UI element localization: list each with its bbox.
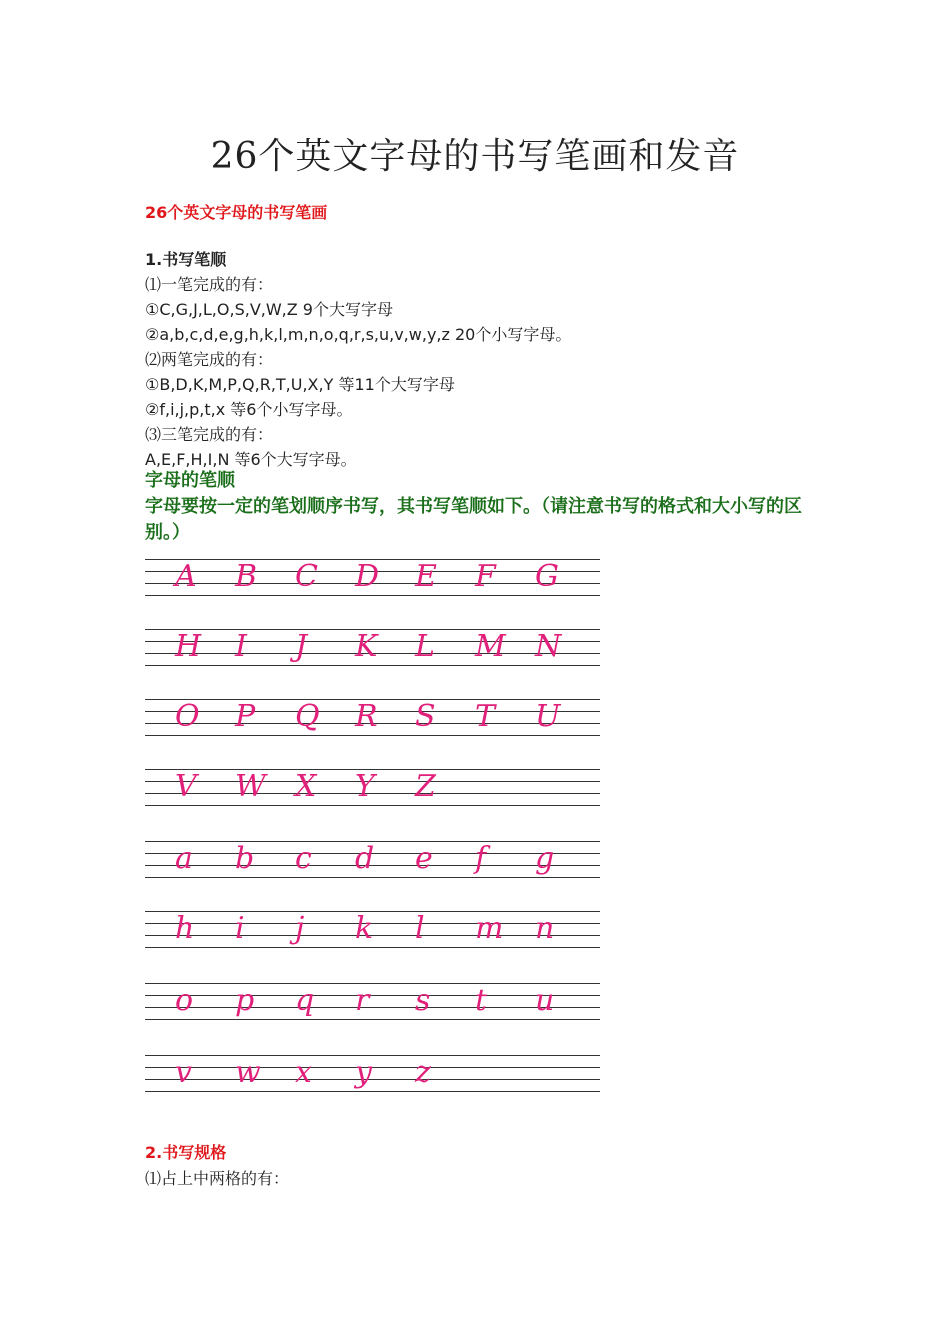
- letter-row: [145, 1051, 600, 1095]
- letter-m: m: [475, 911, 504, 946]
- letter-J: J: [295, 629, 308, 664]
- letter-T: T: [475, 699, 496, 734]
- letter-N: N: [535, 629, 562, 664]
- text-line: ②a,b,c,d,e,g,h,k,l,m,n,o,q,r,s,u,v,w,y,z 20个小写字母。: [145, 325, 572, 344]
- letter-P: P: [235, 699, 256, 734]
- text-line: ①B,D,K,M,P,Q,R,T,U,X,Y 等11个大写字母: [145, 375, 455, 394]
- letter-H: H: [175, 629, 202, 664]
- letter-n: n: [535, 911, 555, 946]
- letter-z: z: [415, 1055, 431, 1090]
- ruled-line: [145, 1055, 600, 1056]
- letter-e: e: [415, 841, 433, 876]
- letter-row: [145, 765, 600, 809]
- ruled-line: [145, 1091, 600, 1092]
- section-heading: 26个英文字母的书写笔画: [145, 203, 328, 222]
- letter-C: C: [295, 559, 318, 594]
- letter-row: [145, 979, 600, 1023]
- text-line: ②f,i,j,p,t,x 等6个小写字母。: [145, 400, 353, 419]
- letter-r: r: [355, 983, 370, 1018]
- subsection-heading-format: 2.书写规格: [145, 1143, 227, 1162]
- letter-K: K: [355, 629, 378, 664]
- letter-d: d: [355, 841, 375, 876]
- letter-M: M: [475, 629, 506, 664]
- letter-W: W: [235, 769, 266, 804]
- text-line: ⑴一笔完成的有：: [145, 275, 274, 294]
- letter-B: B: [235, 559, 258, 594]
- letter-R: R: [355, 699, 378, 734]
- letter-p: p: [235, 983, 255, 1018]
- letter-V: V: [175, 769, 197, 804]
- ruled-line: [145, 1067, 600, 1068]
- letter-row: [145, 907, 600, 951]
- letter-X: X: [295, 769, 317, 804]
- letter-l: l: [415, 911, 425, 946]
- letter-E: E: [415, 559, 437, 594]
- text-line: A,E,F,H,I,N 等6个大写字母。: [145, 450, 357, 469]
- letter-c: c: [295, 841, 312, 876]
- letter-b: b: [235, 841, 255, 876]
- letter-a: a: [175, 841, 193, 876]
- letter-x: x: [295, 1055, 312, 1090]
- letter-s: s: [415, 983, 431, 1018]
- letter-y: y: [355, 1055, 372, 1090]
- ruled-line: [145, 983, 600, 984]
- letter-h: h: [175, 911, 195, 946]
- handwriting-grid: [145, 555, 605, 1110]
- letter-j: j: [295, 911, 305, 946]
- ruled-line: [145, 995, 600, 996]
- letter-i: i: [235, 911, 245, 946]
- letter-S: S: [415, 699, 436, 734]
- text-line: ⑵两笔完成的有：: [145, 350, 274, 369]
- letter-Y: Y: [355, 769, 375, 804]
- letter-u: u: [535, 983, 555, 1018]
- letter-row: [145, 555, 600, 599]
- letter-F: F: [475, 559, 496, 594]
- letter-f: f: [475, 841, 487, 876]
- letter-g: g: [535, 841, 555, 876]
- letter-v: v: [175, 1055, 192, 1090]
- letter-L: L: [415, 629, 435, 664]
- letter-row: [145, 625, 600, 669]
- letter-row: [145, 695, 600, 739]
- text-line: ①C,G,J,L,O,S,V,W,Z 9个大写字母: [145, 300, 393, 319]
- letter-Q: Q: [295, 699, 320, 734]
- letter-t: t: [475, 983, 488, 1018]
- letter-o: o: [175, 983, 194, 1018]
- text-line: ⑴占上中两格的有：: [145, 1169, 290, 1188]
- letter-k: k: [355, 911, 374, 946]
- ruled-line: [145, 1079, 600, 1080]
- ruled-line: [145, 1007, 600, 1008]
- text-line: ⑶三笔完成的有：: [145, 425, 274, 444]
- green-heading: 字母的笔顺: [145, 470, 235, 491]
- green-instruction: 字母要按一定的笔划顺序书写，其书写笔顺如下。（请注意书写的格式和大小写的区别。）: [145, 496, 802, 543]
- ruled-line: [145, 1019, 600, 1020]
- letter-Z: Z: [415, 769, 436, 804]
- letter-row: [145, 837, 600, 881]
- letter-O: O: [175, 699, 200, 734]
- letter-I: I: [235, 629, 247, 664]
- letter-w: w: [235, 1055, 261, 1090]
- letter-D: D: [355, 559, 380, 594]
- letter-G: G: [535, 559, 559, 594]
- page-title: 26个英文字母的书写笔画和发音: [210, 136, 740, 177]
- letter-A: A: [175, 559, 197, 594]
- letter-U: U: [535, 699, 561, 734]
- letter-q: q: [295, 983, 315, 1018]
- subsection-heading-stroke-order: 1.书写笔顺: [145, 250, 227, 269]
